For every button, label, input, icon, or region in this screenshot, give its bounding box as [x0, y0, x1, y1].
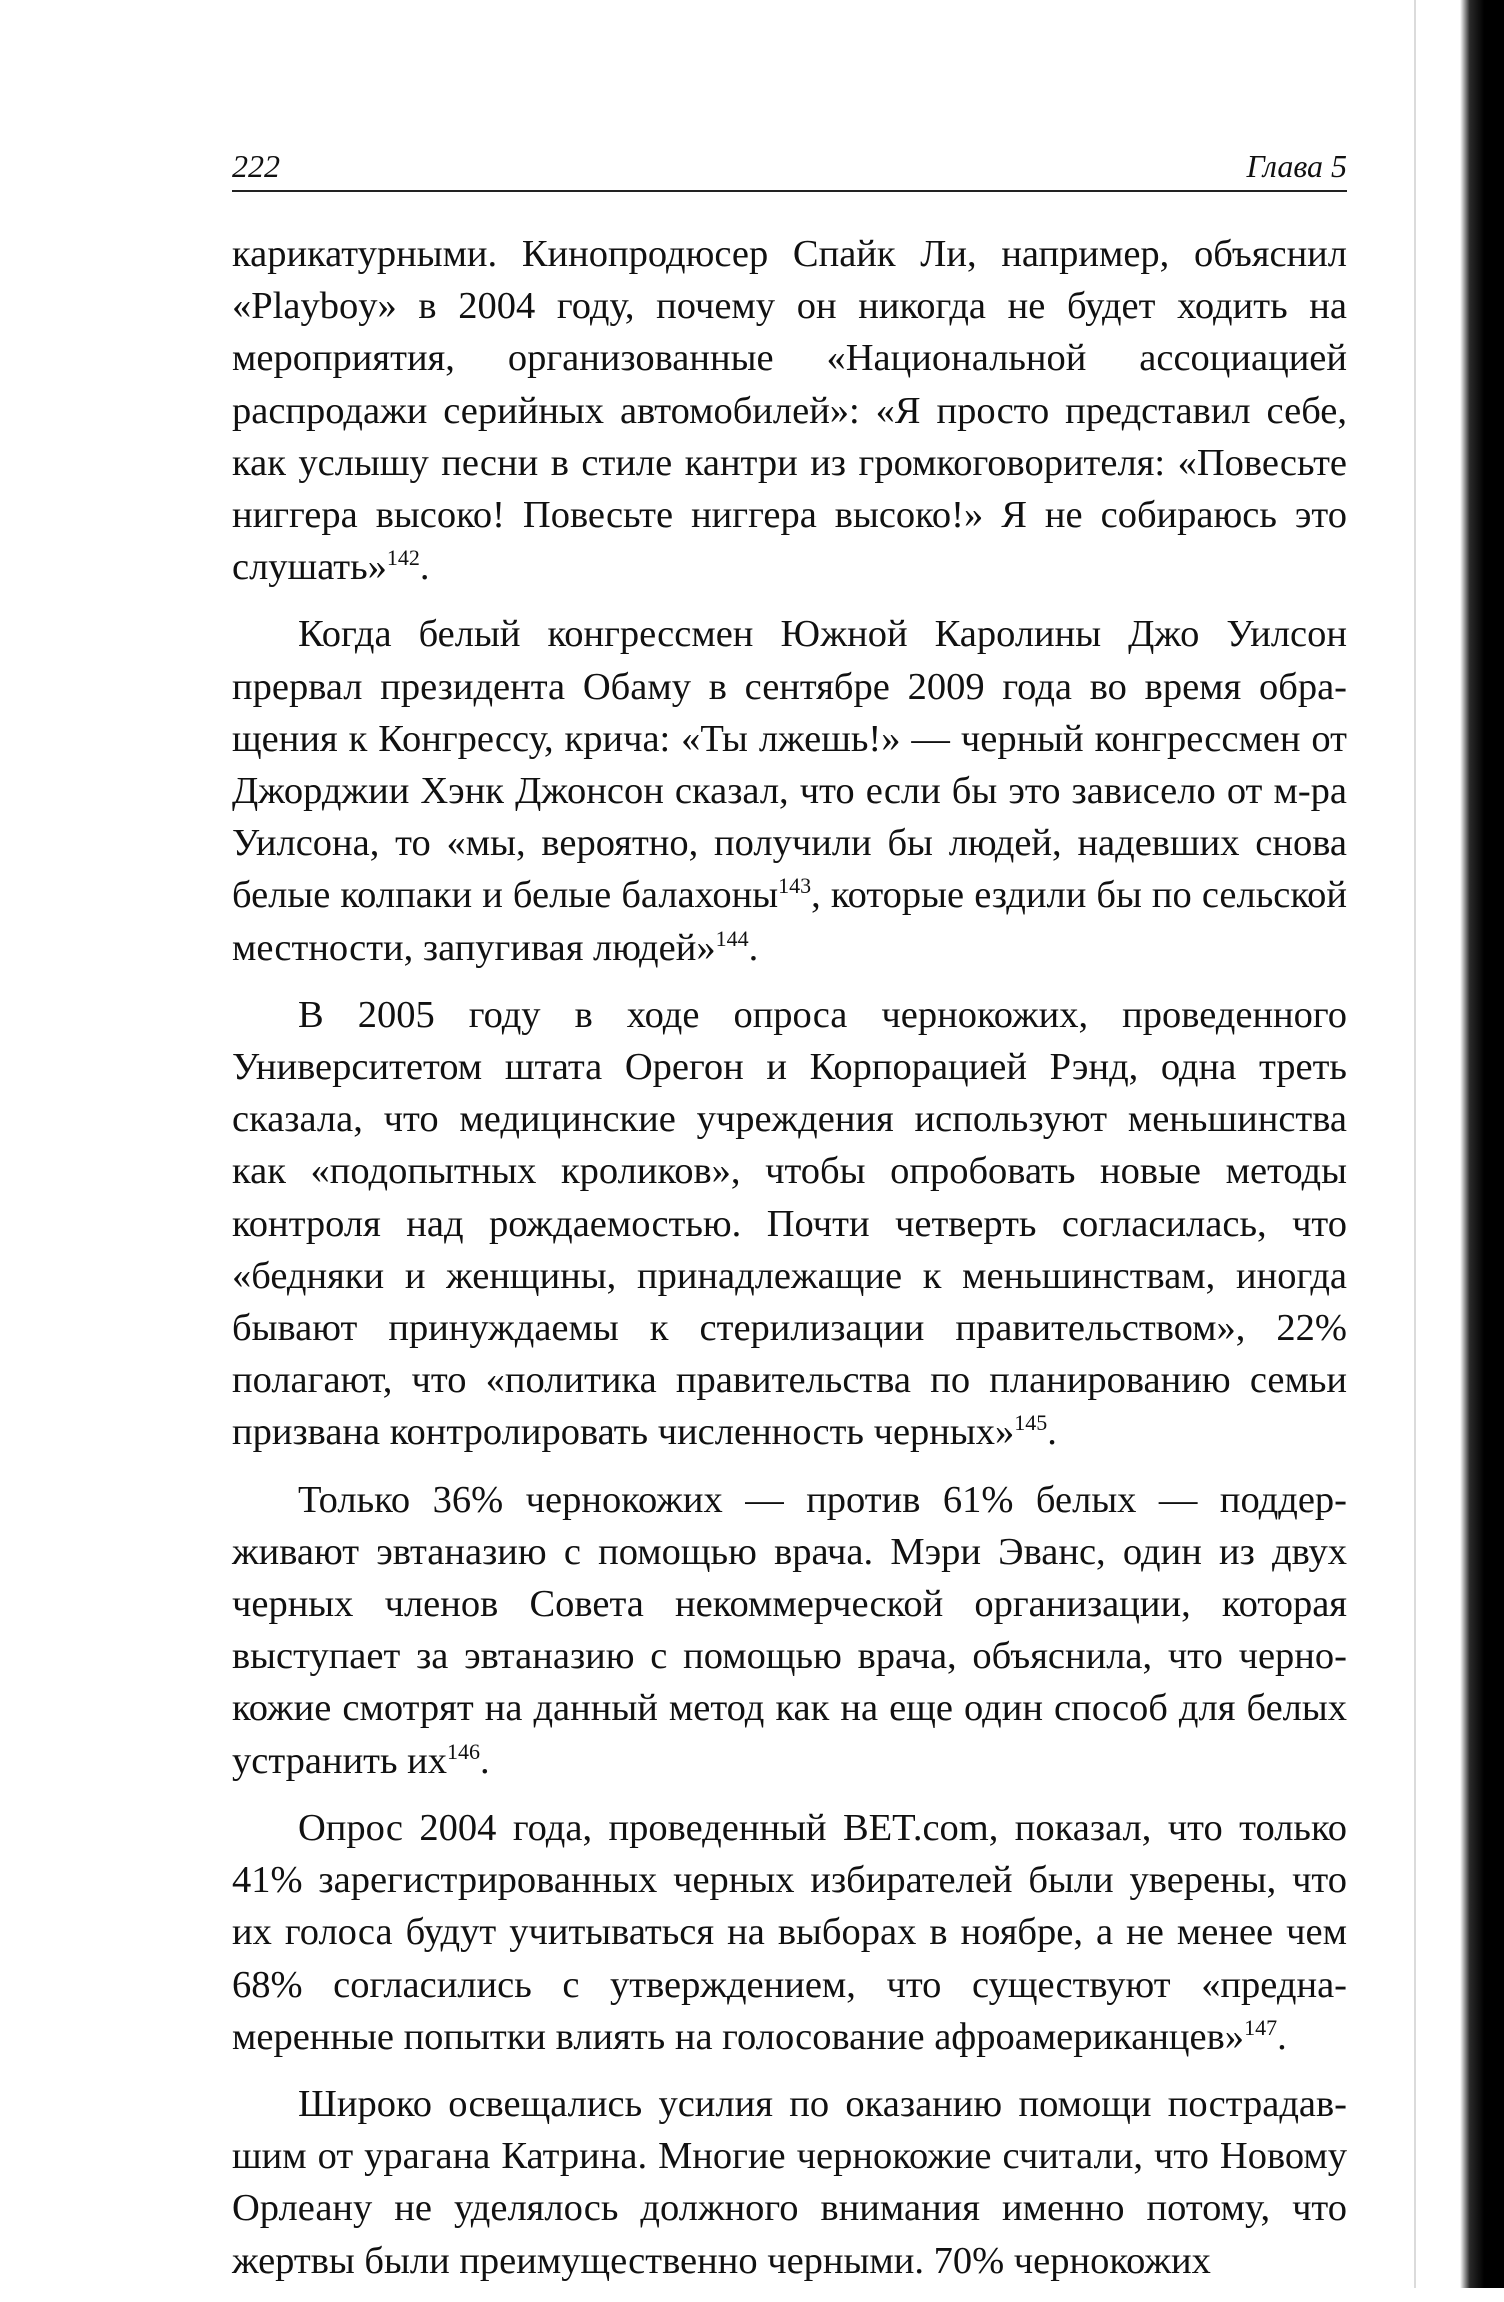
chapter-title: Глава 5	[1246, 148, 1347, 184]
paragraph: Широко освещались усилия по оказанию помощи пострадавшим от урагана Катрина. Многие чернокожие считали, что Новому Орлеану не уделялось должного внимания именно потому, что жертвы были преимущественно черными. 70% чернокожих	[232, 2082, 1347, 2282]
page-number: 222	[232, 148, 280, 184]
footnote-ref: 147	[1244, 2014, 1278, 2040]
paragraph: Только 36% чернокожих — против 61% белых — поддерживают эвтаназию с помощью врача. Мэри Эванс, один из двух черных членов Совета некоммерческой организации, которая выступает за эвтаназию с помощью врача, объяснила, что чернокожие смотрят на данный метод как на еще один способ для белых устранить $их^{146}$.	[232, 1478, 1347, 1782]
scan-edge-shadow	[1460, 0, 1504, 2288]
paragraph: Опрос 2004 года, проведенный BET.com, показал, что только 41% зарегистрированных черных избирателей были уверены, что их голоса будут учитываться на выборах в ноябре, а не менее чем 68% согласились с утверждением, что существуют «преднамеренные попытки влиять на голосование афроамериканцев»$^{147}$.	[232, 1806, 1347, 2058]
scan-edge-line	[1414, 0, 1416, 2288]
footnote-ref: 142	[386, 545, 420, 571]
paragraph: В 2005 году в ходе опроса чернокожих, проведенного Университетом штата Орегон и Корпорацией Рэнд, одна треть сказала, что медицинские учреждения используют меньшинства как «подопытных кроликов», чтобы опробовать новые методы контроля над рождаемостью. Почти четверть согласилась, что «бедняки и женщины, принадлежащие к меньшинствам, иногда бывают принуждаемы к стерилизации правительством», 22% полагают, что «политика правительства по планированию семьи призвана контролировать численность черных»$^{145}$.	[232, 993, 1347, 1454]
footnote-ref: 146	[447, 1738, 481, 1764]
footnote-ref: 144	[715, 925, 749, 951]
footnote-ref: 143	[778, 873, 812, 899]
running-header	[232, 138, 1347, 192]
paragraph: карикатурными. Кинопродюсер Спайк Ли, например, объяснил «Playboy» в 2004 году, почему он никогда не будет ходить на мероприятия, организованные «Национальной ассоциацией распродажи серийных автомобилей»: «Я просто представил себе, как услышу песни в стиле кантри из громкоговорителя: «Повесьте ниггера высоко! Повесьте ниггера высоко!» Я не собираюсь это слушать»$^{142}$.	[232, 233, 1347, 589]
paragraph: Когда белый конгрессмен Южной Каролины Джо Уилсон прервал президента Обаму в сентябре 2009 года во время обращения к Конгрессу, крича: «Ты лжешь!» — черный конгрессмен от Джорджии Хэнк Джонсон сказал, что если бы это зависело от м-ра Уилсона, то «мы, вероятно, получили бы людей, надевших снова белые колпаки и белые балахоны$^{143}$, которые ездили бы по сельской местности, запугивая людей»$^{144}$.	[232, 613, 1347, 969]
body-text	[232, 228, 1347, 2302]
footnote-ref: 145	[1014, 1410, 1048, 1436]
